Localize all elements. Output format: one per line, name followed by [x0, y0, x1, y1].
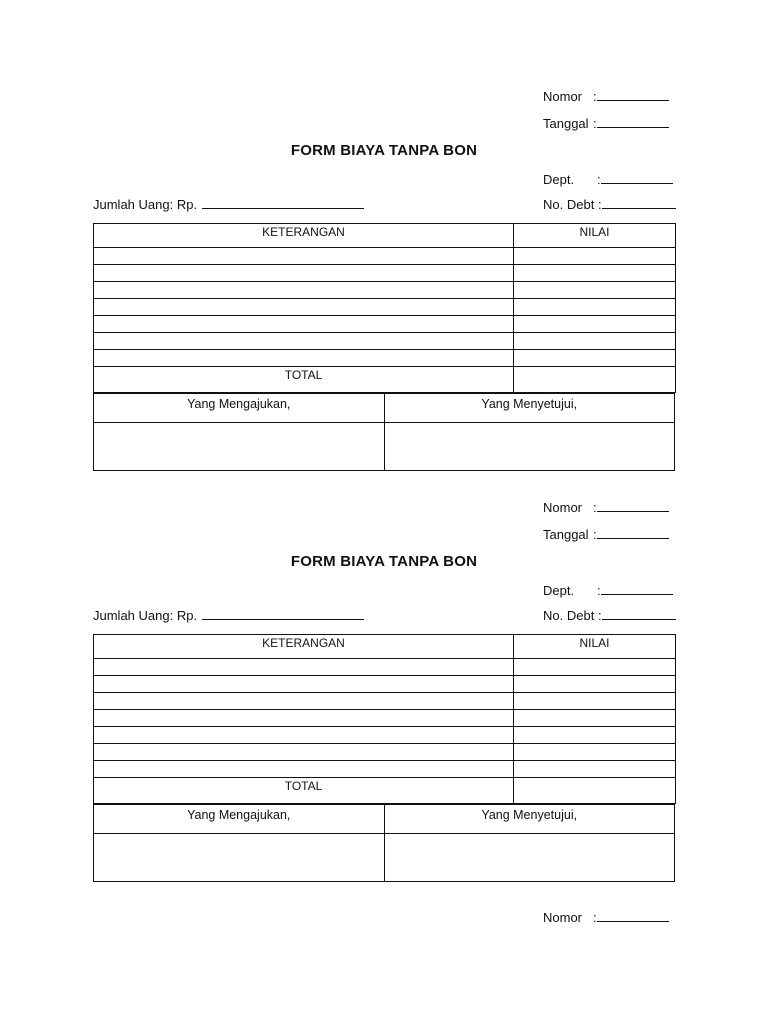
nomor-blank[interactable] — [597, 88, 669, 101]
table-row — [94, 316, 676, 333]
dept-colon: : — [597, 172, 601, 187]
keterangan-cell[interactable] — [94, 350, 514, 367]
keterangan-cell[interactable] — [94, 693, 514, 710]
table-row — [94, 299, 676, 316]
expense-table — [93, 634, 676, 804]
tanggal-label: Tanggal — [543, 116, 589, 131]
table-row — [94, 693, 676, 710]
keterangan-cell[interactable] — [94, 316, 514, 333]
keterangan-cell[interactable] — [94, 248, 514, 265]
nilai-cell[interactable] — [514, 248, 676, 265]
table-row — [94, 744, 676, 761]
keterangan-cell[interactable] — [94, 299, 514, 316]
nilai-cell[interactable] — [514, 693, 676, 710]
no-debt-blank[interactable] — [602, 196, 676, 209]
dept-blank[interactable] — [601, 582, 673, 595]
yang-menyetujui-label: Yang Menyetujui, — [384, 394, 675, 423]
tanggal-colon: : — [593, 116, 597, 131]
table-row — [94, 265, 676, 282]
nilai-cell[interactable] — [514, 265, 676, 282]
signature-table — [93, 804, 675, 882]
form-title: FORM BIAYA TANPA BON — [290, 142, 478, 159]
keterangan-cell[interactable] — [94, 744, 514, 761]
nomor-label: Nomor — [543, 89, 583, 104]
nomor-field — [543, 88, 669, 105]
form-biaya-2 — [0, 411, 768, 822]
total-value-cell[interactable] — [514, 367, 676, 393]
nilai-cell[interactable] — [514, 676, 676, 693]
total-label: TOTAL — [94, 778, 514, 804]
jumlah-uang-blank[interactable] — [202, 607, 364, 620]
nilai-cell[interactable] — [514, 761, 676, 778]
tanggal-field — [543, 526, 669, 543]
keterangan-cell[interactable] — [94, 727, 514, 744]
table-row — [94, 659, 676, 676]
tanggal-label: Tanggal — [543, 527, 589, 542]
nilai-cell[interactable] — [514, 316, 676, 333]
nilai-header: NILAI — [514, 224, 676, 248]
no-debt-colon: : — [597, 608, 602, 623]
nilai-cell[interactable] — [514, 299, 676, 316]
keterangan-header: KETERANGAN — [94, 224, 514, 248]
form-biaya-1 — [0, 0, 768, 411]
nilai-cell[interactable] — [514, 350, 676, 367]
keterangan-cell[interactable] — [94, 761, 514, 778]
dept-label: Dept. — [543, 583, 575, 598]
jumlah-uang-field — [93, 196, 364, 213]
form-title: FORM BIAYA TANPA BON — [290, 553, 478, 570]
nilai-cell[interactable] — [514, 333, 676, 350]
dept-blank[interactable] — [601, 171, 673, 184]
table-row — [94, 676, 676, 693]
jumlah-uang-field — [93, 607, 364, 624]
table-row — [94, 282, 676, 299]
expense-table — [93, 223, 676, 393]
total-value-cell[interactable] — [514, 778, 676, 804]
dept-colon: : — [597, 583, 601, 598]
table-row — [94, 710, 676, 727]
yang-menyetujui-label: Yang Menyetujui, — [384, 805, 675, 834]
no-debt-label: No. Debt — [543, 197, 595, 212]
nilai-cell[interactable] — [514, 727, 676, 744]
nomor-label: Nomor — [543, 910, 583, 925]
nomor-colon: : — [593, 910, 597, 925]
nomor-blank[interactable] — [597, 499, 669, 512]
nomor-colon: : — [593, 500, 597, 515]
table-row — [94, 350, 676, 367]
table-row — [94, 248, 676, 265]
no-debt-label: No. Debt — [543, 608, 595, 623]
menyetujui-signature-box[interactable] — [384, 834, 675, 882]
tanggal-blank[interactable] — [597, 526, 669, 539]
keterangan-cell[interactable] — [94, 659, 514, 676]
no-debt-colon: : — [597, 197, 602, 212]
jumlah-uang-blank[interactable] — [202, 196, 364, 209]
keterangan-header: KETERANGAN — [94, 635, 514, 659]
keterangan-cell[interactable] — [94, 265, 514, 282]
keterangan-cell[interactable] — [94, 282, 514, 299]
nilai-header: NILAI — [514, 635, 676, 659]
nomor-label: Nomor — [543, 500, 583, 515]
jumlah-uang-label: Jumlah Uang: Rp. — [93, 197, 198, 212]
mengajukan-signature-box[interactable] — [94, 834, 385, 882]
table-row — [94, 727, 676, 744]
tanggal-field — [543, 115, 669, 132]
no-debt-field — [543, 196, 676, 213]
keterangan-cell[interactable] — [94, 676, 514, 693]
yang-mengajukan-label: Yang Mengajukan, — [94, 394, 385, 423]
jumlah-uang-label: Jumlah Uang: Rp. — [93, 608, 198, 623]
nilai-cell[interactable] — [514, 744, 676, 761]
keterangan-cell[interactable] — [94, 710, 514, 727]
dept-label: Dept. — [543, 172, 575, 187]
nomor-blank[interactable] — [597, 909, 669, 922]
keterangan-cell[interactable] — [94, 333, 514, 350]
no-debt-blank[interactable] — [602, 607, 676, 620]
nilai-cell[interactable] — [514, 659, 676, 676]
total-row — [94, 367, 676, 393]
nomor-field — [543, 499, 669, 516]
yang-mengajukan-label: Yang Mengajukan, — [94, 805, 385, 834]
table-row — [94, 761, 676, 778]
no-debt-field — [543, 607, 676, 624]
total-row — [94, 778, 676, 804]
dept-field — [543, 171, 673, 188]
table-row — [94, 333, 676, 350]
total-label: TOTAL — [94, 367, 514, 393]
tanggal-blank[interactable] — [597, 115, 669, 128]
nilai-cell[interactable] — [514, 282, 676, 299]
nilai-cell[interactable] — [514, 710, 676, 727]
nomor-colon: : — [593, 89, 597, 104]
next-form-nomor-field — [543, 909, 669, 926]
tanggal-colon: : — [593, 527, 597, 542]
dept-field — [543, 582, 673, 599]
